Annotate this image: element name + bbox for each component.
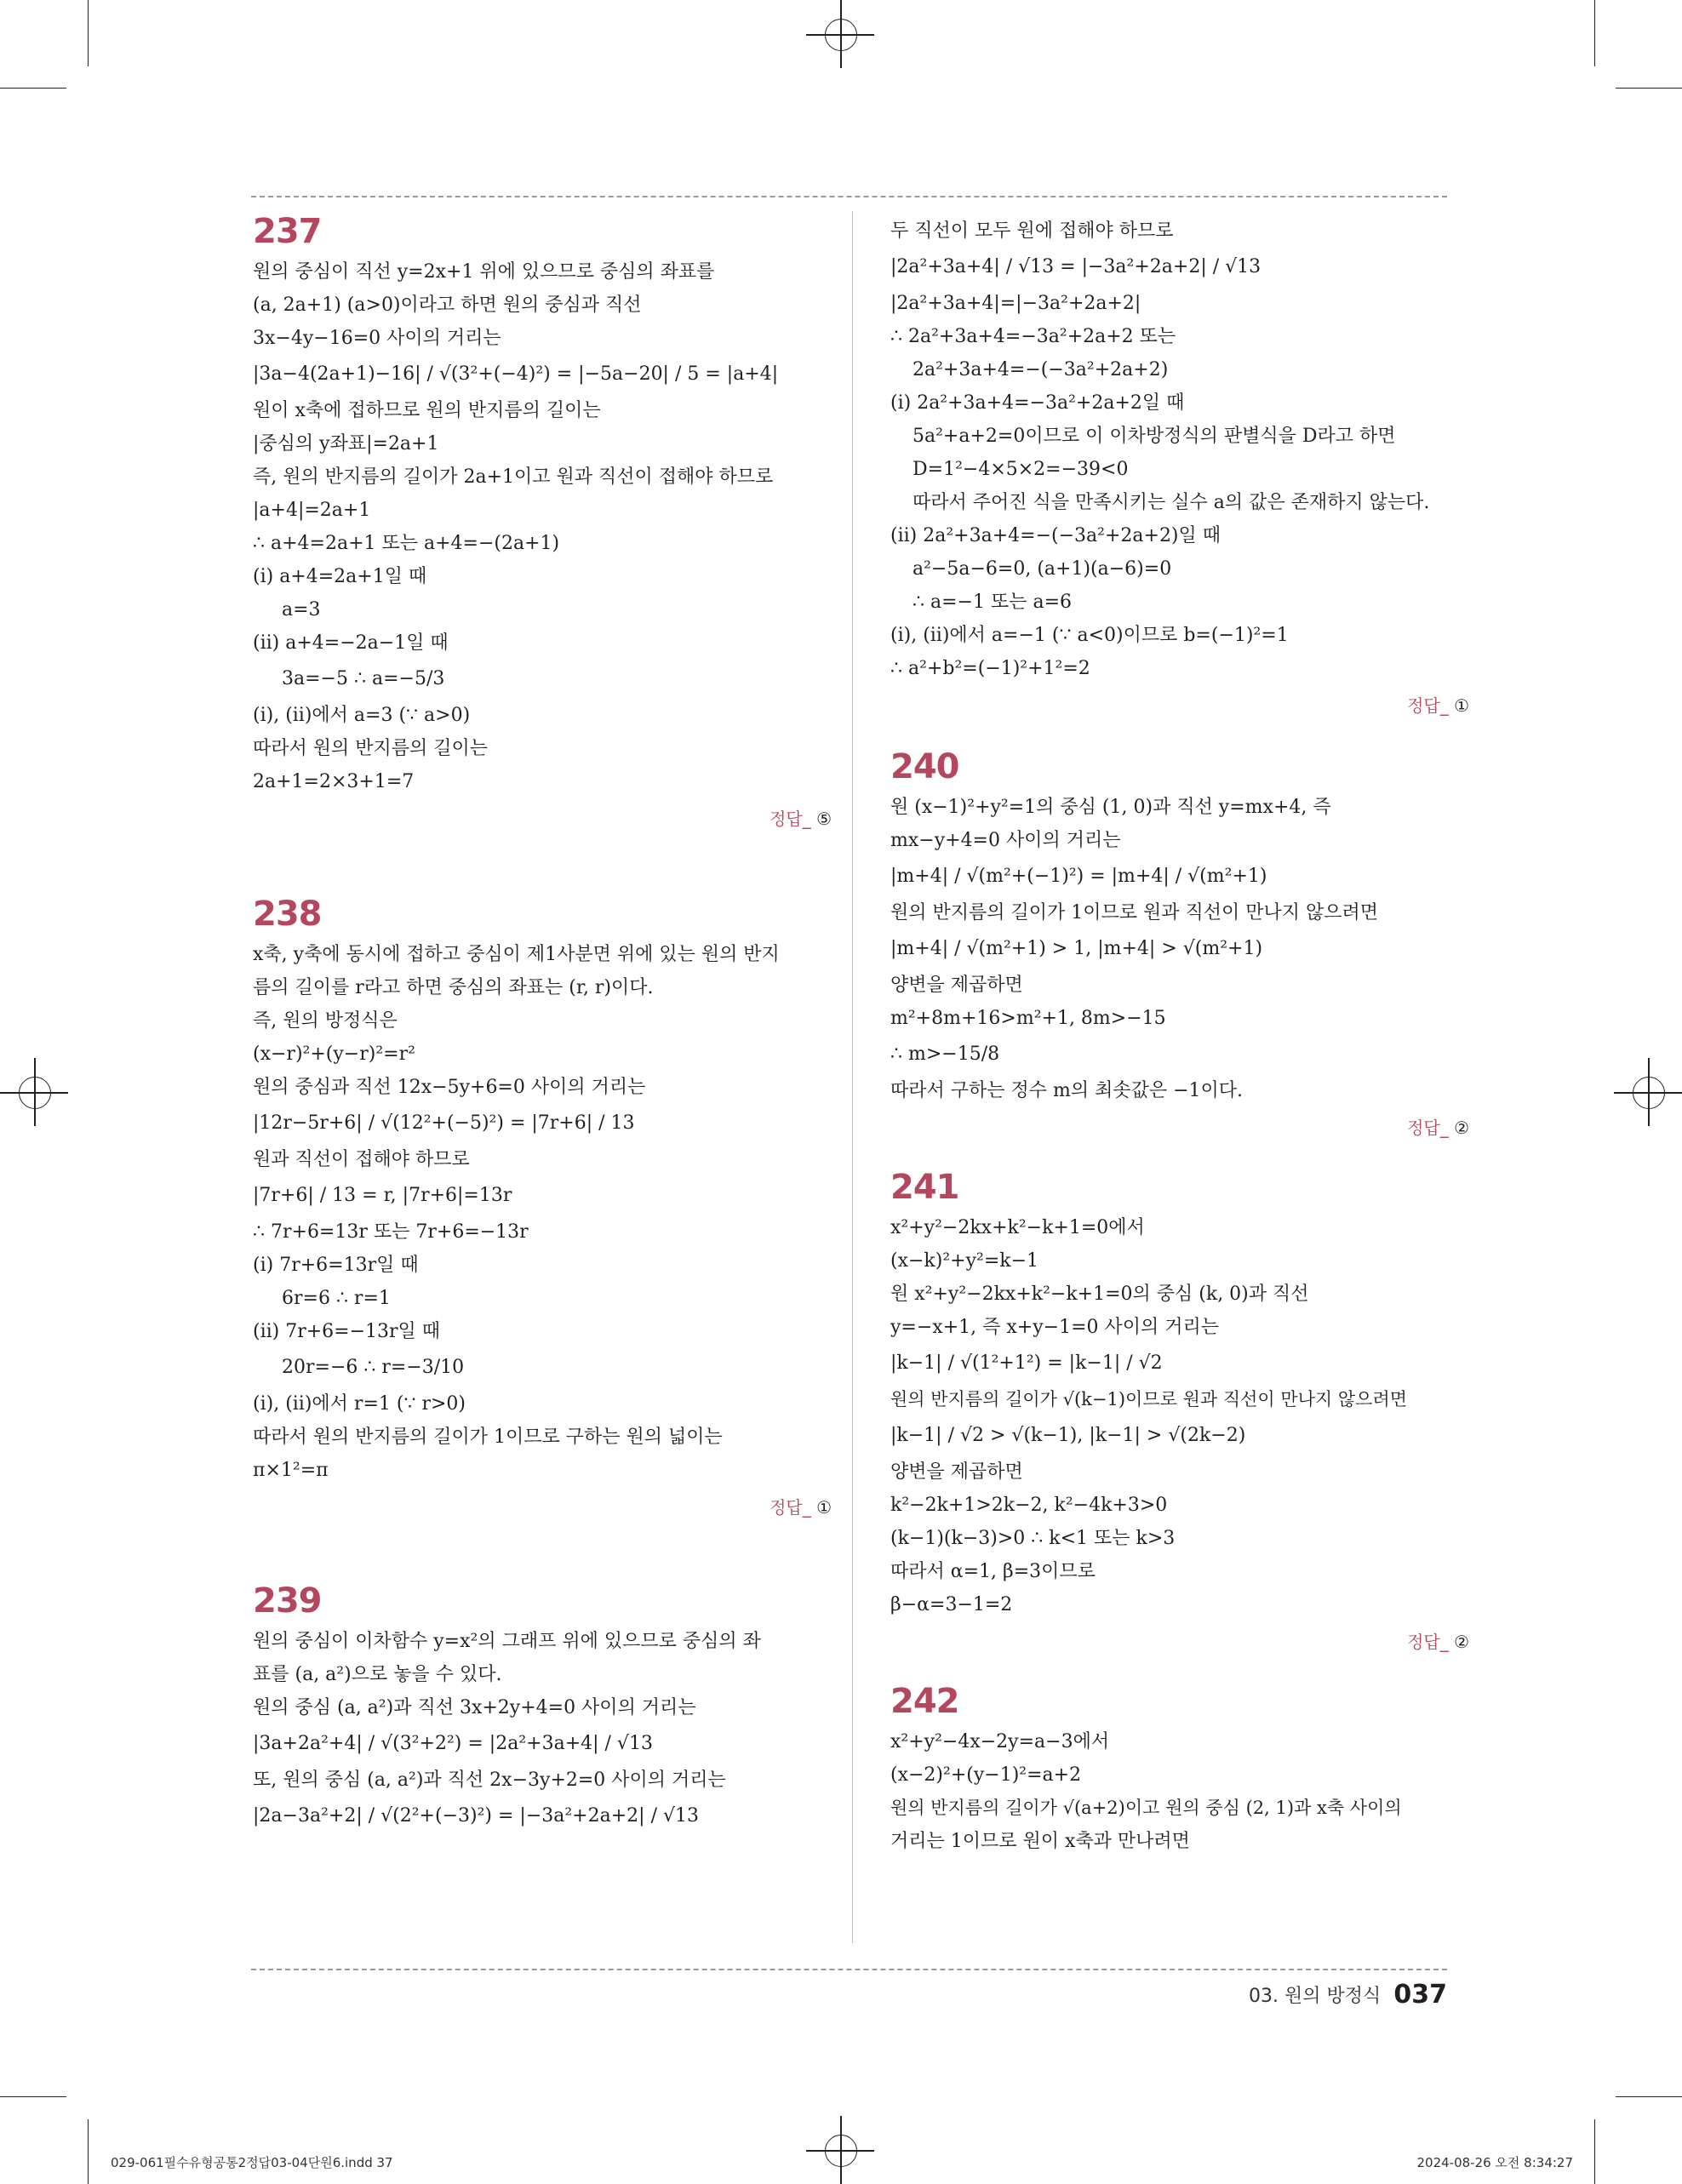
registration-mark-bottom — [806, 2116, 874, 2184]
slug-filename: 029-061필수유형공통2정답03-04단원6.indd 37 — [111, 2155, 393, 2170]
registration-mark-left — [0, 1058, 68, 1126]
solution-line: 거리는 1이므로 원이 x축과 만나려면 — [890, 1831, 1190, 1852]
solution-line: 원의 중심 (a, a²)과 직선 3x+2y+4=0 사이의 거리는 — [253, 1697, 696, 1718]
formula-line: |2a−3a²+2| / √(2²+(−3)²) = |−3a²+2a+2| / √13 — [253, 1805, 699, 1827]
problem-237 — [253, 211, 832, 834]
solution-line: 6r=6 ∴ r=1 — [282, 1288, 391, 1309]
solution-line: |2a²+3a+4|=|−3a²+2a+2| — [890, 293, 1141, 314]
problem-number: 241 — [890, 1168, 959, 1207]
problem-number: 240 — [890, 747, 959, 786]
solution-line: (ⅰ), (ⅱ)에서 r=1 (∵ r>0) — [253, 1393, 466, 1415]
solution-line: 원의 중심이 직선 y=2x+1 위에 있으므로 중심의 좌표를 — [253, 261, 715, 283]
solution-line: D=1²−4×5×2=−39<0 — [913, 459, 1129, 480]
solution-line: π×1²=π — [253, 1460, 329, 1481]
solution-line: (x−r)²+(y−r)²=r² — [253, 1043, 415, 1065]
formula-line: |12r−5r+6| / √(12²+(−5)²) = |7r+6| / 13 — [253, 1112, 635, 1134]
solution-line: a=3 — [282, 599, 321, 620]
solution-line: (ⅱ) 7r+6=−13r일 때 — [253, 1321, 441, 1342]
formula-line: |k−1| / √2 > √(k−1), |k−1| > √(2k−2) — [890, 1425, 1246, 1446]
solution-line: ∴ a=−1 또는 a=6 — [913, 592, 1073, 613]
trim-mark — [0, 2096, 66, 2097]
formula-line: ∴ m>−15/8 — [890, 1043, 1000, 1065]
solution-line: 양변을 제곱하면 — [890, 975, 1023, 996]
answer — [253, 803, 832, 834]
right-column — [890, 214, 1469, 1858]
solution-line: ∴ 2a²+3a+4=−3a²+2a+2 또는 — [890, 326, 1176, 347]
section-title: 03. 원의 방정식 — [1249, 1986, 1382, 2007]
problem-239 — [253, 1581, 832, 1836]
answer-value: ② — [1454, 1118, 1469, 1138]
formula-line: |m+4| / √(m²+1) > 1, |m+4| > √(m²+1) — [890, 938, 1263, 959]
trim-mark — [1616, 2096, 1682, 2097]
formula-line: |2a²+3a+4| / √13 = |−3a²+2a+2| / √13 — [890, 256, 1262, 277]
solution-line: 원의 중심과 직선 12x−5y+6=0 사이의 거리는 — [253, 1077, 646, 1098]
solution-line: 따라서 원의 반지름의 길이는 — [253, 738, 489, 759]
problem-number: 242 — [890, 1682, 959, 1721]
solution-line: (ⅰ), (ⅱ)에서 a=−1 (∵ a<0)이므로 b=(−1)²=1 — [890, 625, 1289, 646]
solution-line: 원이 x축에 접하므로 원의 반지름의 길이는 — [253, 400, 601, 421]
solution-line: 원의 반지름의 길이가 √(k−1)이므로 원과 직선이 만나지 않으려면 — [890, 1389, 1408, 1409]
trim-mark — [1616, 88, 1682, 89]
solution-line: (ⅰ) 2a²+3a+4=−3a²+2a+2일 때 — [890, 392, 1185, 414]
answer — [253, 1492, 832, 1523]
solution-line: y=−x+1, 즉 x+y−1=0 사이의 거리는 — [890, 1317, 1219, 1338]
solution-line: (x−k)²+y²=k−1 — [890, 1250, 1039, 1272]
solution-line: (ⅰ) a+4=2a+1일 때 — [253, 566, 427, 587]
footer-dashed-rule — [251, 1969, 1447, 1970]
trim-mark — [88, 2119, 89, 2184]
page-number: 037 — [1393, 1980, 1447, 2010]
solution-line: |중심의 y좌표|=2a+1 — [253, 433, 439, 455]
header-dashed-rule — [251, 196, 1447, 197]
formula-line: |k−1| / √(1²+1²) = |k−1| / √2 — [890, 1352, 1163, 1374]
solution-line: 2a+1=2×3+1=7 — [253, 771, 415, 792]
solution-line: 3x−4y−16=0 사이의 거리는 — [253, 328, 501, 349]
solution-line: 따라서 구하는 정수 m의 최솟값은 −1이다. — [890, 1080, 1244, 1101]
answer-label: 정답_ — [1407, 1632, 1449, 1652]
solution-line: 원 (x−1)²+y²=1의 중심 (1, 0)과 직선 y=mx+4, 즉 — [890, 797, 1331, 818]
answer-label: 정답_ — [769, 809, 811, 829]
formula-line: |m+4| / √(m²+(−1)²) = |m+4| / √(m²+1) — [890, 866, 1267, 887]
formula-line: 3a=−5 ∴ a=−5/3 — [282, 668, 445, 689]
solution-line: ∴ a+4=2a+1 또는 a+4=−(2a+1) — [253, 533, 560, 554]
solution-line: (a, 2a+1) (a>0)이라고 하면 원의 중심과 직선 — [253, 294, 642, 316]
solution-line: mx−y+4=0 사이의 거리는 — [890, 830, 1121, 851]
answer-value: ② — [1454, 1632, 1469, 1652]
solution-line: ∴ a²+b²=(−1)²+1²=2 — [890, 658, 1090, 679]
trim-mark — [0, 88, 66, 89]
column-divider — [852, 211, 853, 1943]
trim-mark — [1594, 2119, 1595, 2184]
solution-line: 원의 반지름의 길이가 1이므로 원과 직선이 만나지 않으려면 — [890, 902, 1378, 923]
solution-line: (ⅰ) 7r+6=13r일 때 — [253, 1255, 419, 1276]
formula-line: 20r=−6 ∴ r=−3/10 — [282, 1357, 465, 1378]
solution-line: 2a²+3a+4=−(−3a²+2a+2) — [913, 359, 1169, 380]
solution-line: 양변을 제곱하면 — [890, 1461, 1023, 1483]
solution-line: β−α=3−1=2 — [890, 1594, 1013, 1615]
solution-line: (ⅰ), (ⅱ)에서 a=3 (∵ a>0) — [253, 705, 471, 726]
solution-line: 원의 중심이 이차함수 y=x²의 그래프 위에 있으므로 중심의 좌 — [253, 1631, 761, 1652]
answer-label: 정답_ — [769, 1497, 811, 1518]
registration-mark-right — [1614, 1058, 1682, 1126]
problem-241 — [890, 1167, 1469, 1657]
solution-line: k²−2k+1>2k−2, k²−4k+3>0 — [890, 1495, 1168, 1516]
problem-242 — [890, 1681, 1469, 1858]
solution-line: 즉, 원의 반지름의 길이가 2a+1이고 원과 직선이 접해야 하므로 — [253, 466, 774, 488]
solution-line: 따라서 주어진 식을 만족시키는 실수 a의 값은 존재하지 않는다. — [913, 492, 1430, 513]
solution-line: 름의 길이를 r라고 하면 중심의 좌표는 (r, r)이다. — [253, 977, 654, 998]
solution-line: m²+8m+16>m²+1, 8m>−15 — [890, 1008, 1166, 1029]
trim-mark — [1594, 0, 1595, 66]
answer — [890, 1627, 1469, 1657]
solution-line: 따라서 α=1, β=3이므로 — [890, 1561, 1096, 1582]
answer — [890, 690, 1469, 721]
solution-line: (ⅱ) 2a²+3a+4=−(−3a²+2a+2)일 때 — [890, 525, 1221, 546]
answer-value: ① — [816, 1497, 832, 1518]
solution-line: x²+y²−4x−2y=a−3에서 — [890, 1731, 1110, 1752]
slug-timestamp: 2024-08-26 오전 8:34:27 — [1416, 2155, 1573, 2170]
solution-line: (k−1)(k−3)>0 ∴ k<1 또는 k>3 — [890, 1528, 1176, 1549]
problem-238 — [253, 894, 832, 1523]
answer-label: 정답_ — [1407, 1118, 1449, 1138]
problem-number: 238 — [253, 895, 322, 934]
solution-line: (x−2)²+(y−1)²=a+2 — [890, 1764, 1082, 1786]
solution-line: 따라서 원의 반지름의 길이가 1이므로 구하는 원의 넓이는 — [253, 1426, 723, 1448]
solution-line: 두 직선이 모두 원에 접해야 하므로 — [890, 220, 1174, 242]
answer-value: ① — [1454, 695, 1469, 716]
solution-line: x²+y²−2kx+k²−k+1=0에서 — [890, 1217, 1145, 1238]
solution-line: a²−5a−6=0, (a+1)(a−6)=0 — [913, 558, 1172, 580]
answer-value: ⑤ — [816, 809, 832, 829]
left-column — [253, 211, 832, 1836]
solution-line: 즉, 원의 방정식은 — [253, 1010, 398, 1032]
page-footer — [1249, 1980, 1447, 2010]
problem-240 — [890, 746, 1469, 1143]
formula-line: |3a−4(2a+1)−16| / √(3²+(−4)²) = |−5a−20| / 5 = |a+4| — [253, 363, 779, 385]
problem-239-continued — [890, 214, 1469, 721]
answer-label: 정답_ — [1407, 695, 1449, 716]
solution-line: 원 x²+y²−2kx+k²−k+1=0의 중심 (k, 0)과 직선 — [890, 1284, 1309, 1305]
formula-line: |3a+2a²+4| / √(3²+2²) = |2a²+3a+4| / √13 — [253, 1733, 653, 1754]
formula-line: |7r+6| / 13 = r, |7r+6|=13r — [253, 1185, 512, 1206]
problem-number: 239 — [253, 1581, 322, 1621]
solution-line: 또, 원의 중심 (a, a²)과 직선 2x−3y+2=0 사이의 거리는 — [253, 1769, 726, 1791]
solution-line: x축, y축에 동시에 접하고 중심이 제1사분면 위에 있는 원의 반지 — [253, 944, 780, 965]
trim-mark — [88, 0, 89, 66]
problem-number: 237 — [253, 212, 322, 251]
solution-line: ∴ 7r+6=13r 또는 7r+6=−13r — [253, 1221, 529, 1243]
solution-line: 표를 (a, a²)으로 놓을 수 있다. — [253, 1664, 502, 1685]
solution-line: |a+4|=2a+1 — [253, 500, 371, 521]
solution-line: 원의 반지름의 길이가 √(a+2)이고 원의 중심 (2, 1)과 x축 사이의 — [890, 1798, 1402, 1818]
answer — [890, 1112, 1469, 1143]
registration-mark-top — [806, 0, 874, 68]
solution-line: 5a²+a+2=0이므로 이 이차방정식의 판별식을 D라고 하면 — [913, 426, 1396, 447]
solution-line: 원과 직선이 접해야 하므로 — [253, 1149, 470, 1170]
solution-line: (ⅱ) a+4=−2a−1일 때 — [253, 632, 449, 654]
